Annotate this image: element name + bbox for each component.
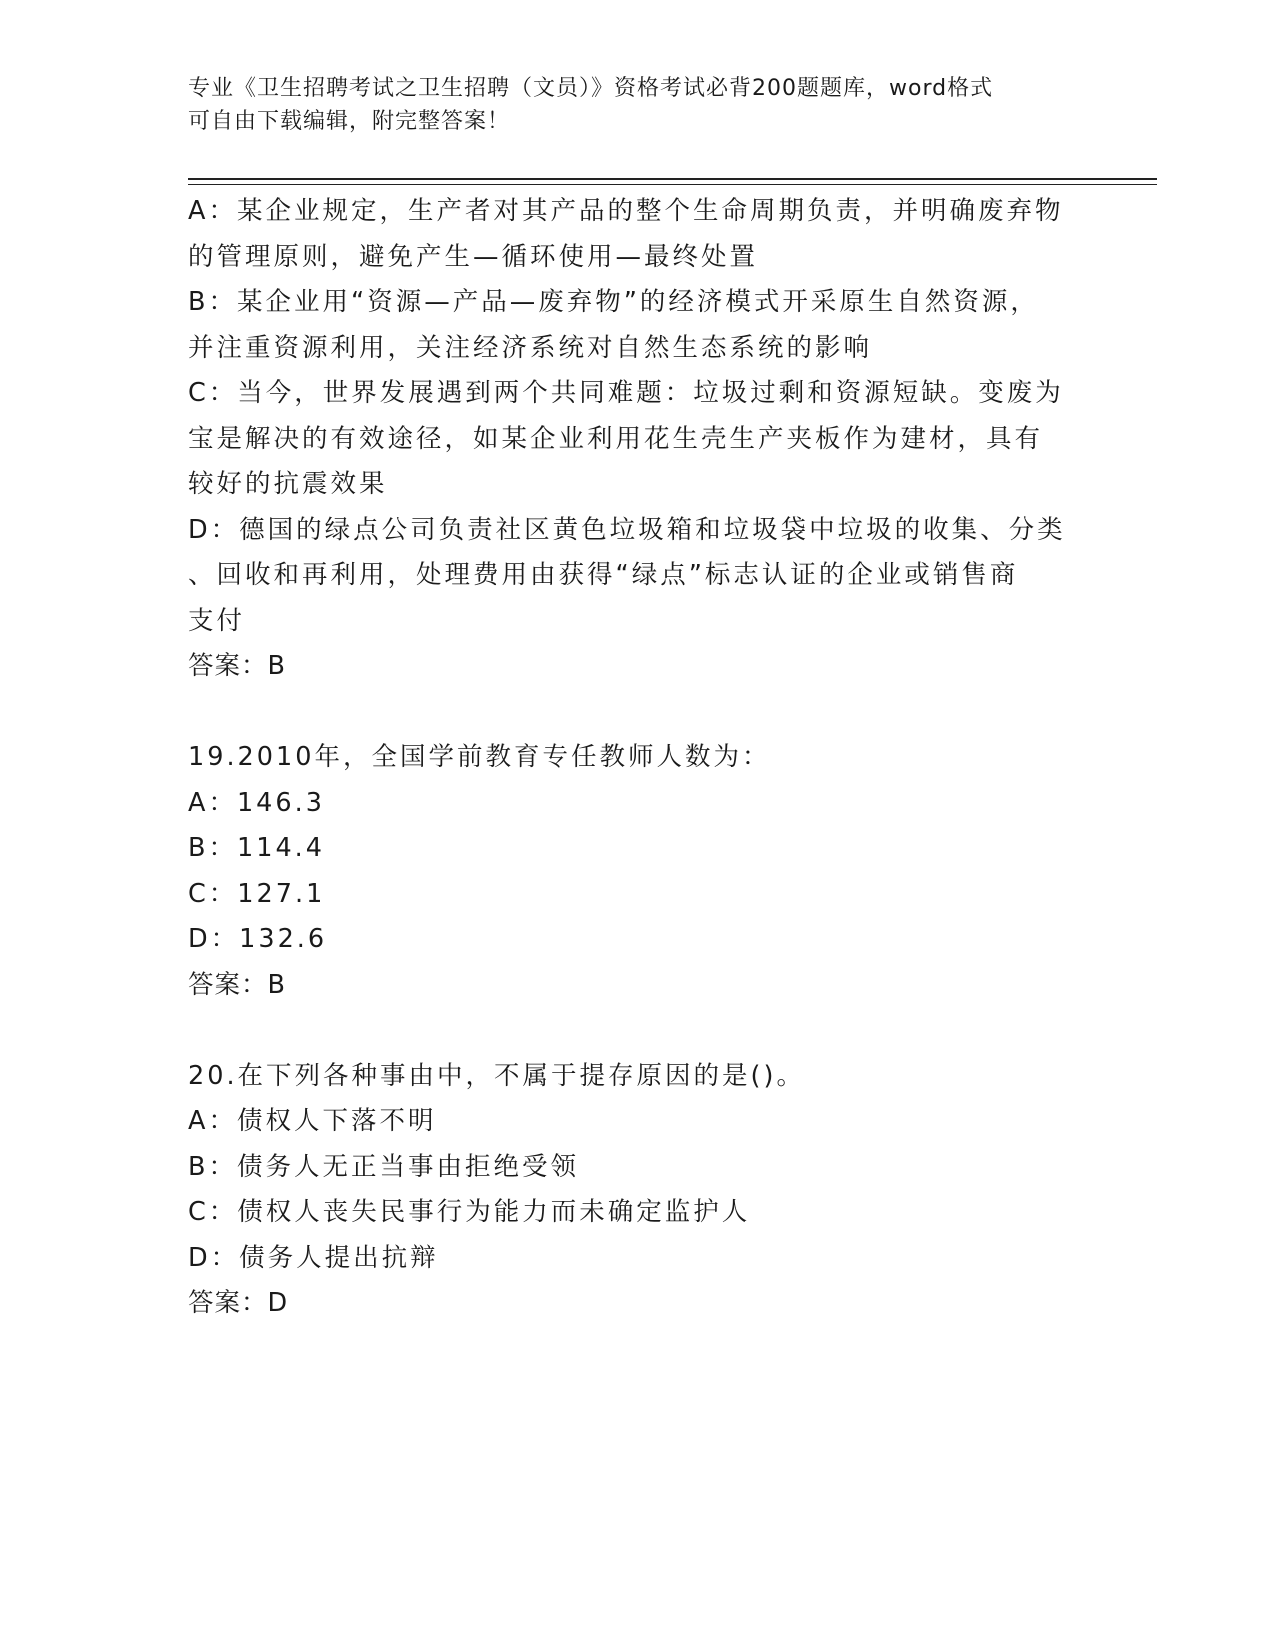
option-line: 支付 xyxy=(188,605,246,636)
option-a: A：146.3 xyxy=(188,787,325,818)
option-line: 、回收和再利用，处理费用由获得“绿点”标志认证的企业或销售商 xyxy=(188,560,1019,590)
option-d xyxy=(188,508,1078,645)
option-line: D：德国的绿点公司负责社区黄色垃圾箱和垃圾袋中垃圾的收集、分类 xyxy=(188,514,1066,545)
option-a xyxy=(188,189,1078,280)
option-d: D：债务人提出抗辩 xyxy=(188,1242,439,1273)
spacer xyxy=(188,1008,1078,1054)
option-b xyxy=(188,280,1078,371)
option-line: 的管理原则，避免产生—循环使用—最终处置 xyxy=(188,241,759,272)
question-text: 19.2010年，全国学前教育专任教师人数为： xyxy=(188,742,771,772)
option-c: C：127.1 xyxy=(188,878,326,909)
answer-label: 答案：D xyxy=(188,1288,289,1318)
option-c: C：债权人丧失民事行为能力而未确定监护人 xyxy=(188,1197,751,1227)
question-content xyxy=(188,189,1078,1327)
option-a: A：债权人下落不明 xyxy=(188,1106,437,1136)
option-line: C：当今，世界发展遇到两个共同难题：垃圾过剩和资源短缺。变废为 xyxy=(188,378,1064,408)
answer-label: 答案：B xyxy=(188,969,286,1000)
option-b: B：债务人无正当事由拒绝受领 xyxy=(188,1151,579,1182)
option-d: D：132.6 xyxy=(188,924,328,954)
question-18 xyxy=(188,189,1078,690)
answer-label: 答案：B xyxy=(188,651,286,681)
option-line: A：某企业规定，生产者对其产品的整个生命周期负责，并明确废弃物 xyxy=(188,196,1064,226)
option-line: 宝是解决的有效途径，如某企业利用花生壳生产夹板作为建材，具有 xyxy=(188,423,1044,454)
option-line: B：某企业用“资源—产品—废弃物”的经济模式开采原生自然资源， xyxy=(188,287,1039,317)
header-title-line-2: 可自由下载编辑，附完整答案！ xyxy=(188,109,511,134)
header-title-line-1: 专业《卫生招聘考试之卫生招聘（文员）》资格考试必背200题题库，word格式 xyxy=(188,76,994,101)
document-header xyxy=(188,72,1068,138)
header-divider-thin xyxy=(188,184,1157,185)
option-line: 并注重资源利用，关注经济系统对自然生态系统的影响 xyxy=(188,332,873,363)
question-20 xyxy=(188,1054,1078,1327)
question-19 xyxy=(188,735,1078,1008)
question-text: 20.在下列各种事由中，不属于提存原因的是()。 xyxy=(188,1060,805,1091)
option-c xyxy=(188,371,1078,508)
spacer xyxy=(188,690,1078,736)
header-divider-thick xyxy=(188,178,1157,180)
option-b: B：114.4 xyxy=(188,833,325,863)
option-line: 较好的抗震效果 xyxy=(188,469,388,499)
